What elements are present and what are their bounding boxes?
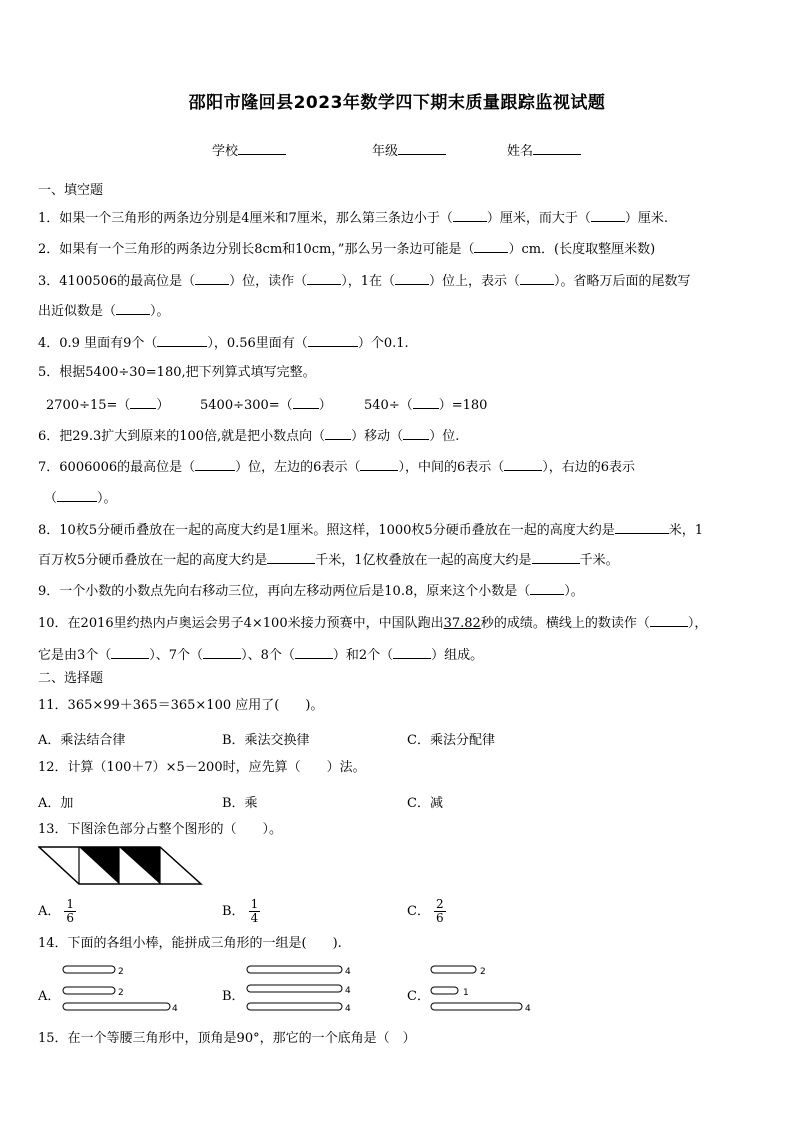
- q12-option-a: A．加: [38, 796, 74, 811]
- question-7: 7．6006006的最高位是（ ）位，左边的6表示（ ），中间的6表示（ ），右边的6表示: [38, 460, 636, 475]
- q11-option-a: A．乘法结合律: [38, 733, 126, 748]
- question-12: 12．计算（100＋7）×5－200时，应先算（ ）法。: [38, 760, 366, 775]
- question-1: 1．如果一个三角形的两条边分别是4厘米和7厘米，那么第三条边小于（ ）厘米，而大于（ ）厘米.: [38, 211, 668, 226]
- question-8: 8．10枚5分硬币叠放在一起的高度大约是1厘米。照这样，1000枚5分硬币叠放在一起的高度大约是 米，1: [38, 523, 703, 538]
- question-6: 6．把29.3扩大到原来的100倍,就是把小数点向（ ）移动（ ）位.: [38, 429, 460, 444]
- shaded-triangle-1: [79, 847, 119, 884]
- question-5-expr-3: 540÷（ ）=180: [364, 398, 488, 413]
- q12-option-b: B．乘: [222, 796, 258, 811]
- question-5-expr-2: 5400÷300=（ ）: [200, 398, 332, 413]
- q14-option-c: C．: [407, 989, 430, 1004]
- q11-option-b: B．乘法交换律: [222, 733, 310, 748]
- svg-text:2: 2: [118, 967, 124, 977]
- question-8-cont: 百万枚5分硬币叠放在一起的高度大约是 千米，1亿枚叠放在一起的高度大约是 千米。: [38, 553, 619, 568]
- svg-text:4: 4: [345, 986, 351, 996]
- q14-sticks-c: [430, 963, 540, 1015]
- svg-text:1: 1: [463, 988, 469, 998]
- section-fill-heading: 一、填空题: [38, 183, 104, 198]
- q13-option-b: B． $\frac{1}{4}$: [222, 897, 259, 925]
- question-5-expr-1: 2700÷15=（ ）: [46, 398, 170, 413]
- question-4: 4．0.9 里面有9个（ ），0.56里面有（ ）个0.1.: [38, 336, 409, 351]
- shaded-triangle-2: [119, 847, 160, 884]
- question-5: 5．根据5400÷30=180,把下列算式填写完整。: [38, 365, 316, 380]
- svg-text:4: 4: [525, 1004, 531, 1014]
- q13-option-a: A． $\frac{1}{6}$: [38, 897, 75, 925]
- page-title: 邵阳市隆回县2023年数学四下期末质量跟踪监视试题: [188, 93, 606, 113]
- question-9: 9．一个小数的小数点先向右移动三位，再向左移动两位后是10.8，原来这个小数是（ ）。: [38, 584, 584, 599]
- question-7-cont: （ ）。: [44, 491, 117, 506]
- q12-option-c: C．减: [407, 796, 443, 811]
- q14-sticks-b: [246, 963, 366, 1015]
- question-14: 14．下面的各组小棒，能拼成三角形的一组是( ).: [38, 936, 342, 951]
- question-11: 11．365×99＋365＝365×100 应用了( )。: [38, 698, 324, 713]
- school-field: 学校: [212, 140, 286, 159]
- question-13: 13．下图涂色部分占整个图形的（ ）。: [38, 822, 283, 837]
- underlined-number: 37.82: [443, 616, 481, 631]
- question-10: 10．在2016里约热内卢奥运会男子4×100米接力预赛中，中国队跑出37.82秒的成绩。横线上的数读作（ ），: [38, 616, 708, 631]
- svg-text:2: 2: [118, 988, 124, 998]
- question-3-cont: 出近似数是（ ）。: [38, 304, 170, 319]
- question-2: 2．如果有一个三角形的两条边分别长8cm和10cm，”那么另一条边可能是（ ）cm．(长度取整厘米数): [38, 242, 656, 257]
- svg-text:4: 4: [345, 967, 351, 977]
- q14-option-b: B．: [222, 989, 245, 1004]
- q14-option-a: A．: [38, 989, 61, 1004]
- question-10-cont: 它是由3个（ ）、7个（ ）、8个（ ）和2个（ ）组成。: [38, 648, 484, 663]
- parallelogram-figure: [38, 845, 204, 887]
- question-3: 3．4100506的最高位是（ ）位，读作（ ），1在（ ）位上，表示（ ）。省略万后面的尾数写: [38, 274, 691, 289]
- svg-text:4: 4: [345, 1004, 351, 1014]
- q14-sticks-a: [62, 963, 182, 1015]
- svg-text:2: 2: [480, 967, 486, 977]
- name-field: 姓名: [507, 140, 581, 159]
- svg-text:4: 4: [172, 1004, 178, 1014]
- section-choice-heading: 二、选择题: [38, 671, 104, 686]
- q13-option-c: C． $\frac{2}{6}$: [407, 897, 444, 925]
- question-15: 15．在一个等腰三角形中，顶角是90°，那它的一个底角是（ ）: [38, 1031, 416, 1046]
- q11-option-c: C．乘法分配律: [407, 733, 495, 748]
- grade-field: 年级: [372, 140, 446, 159]
